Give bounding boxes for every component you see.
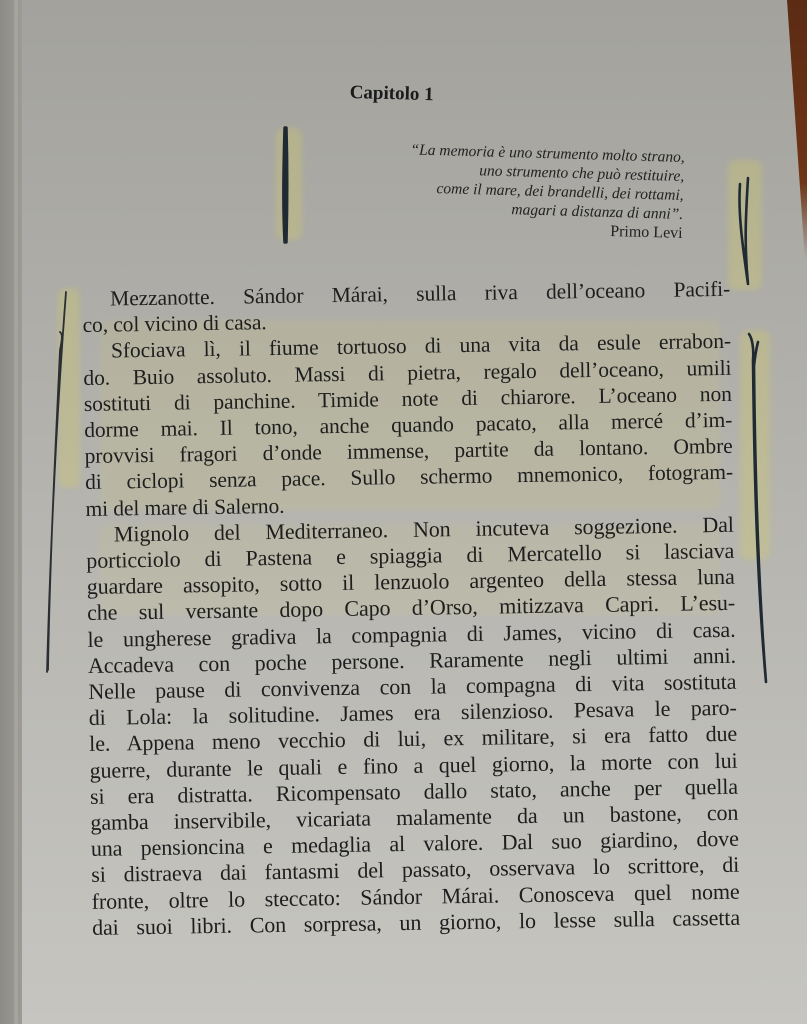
text-line: dorme mai. Il tono, anche quando pacato, alla mercé d’im- <box>84 407 733 442</box>
text-line: si distraeva dai fantasmi del passato, osservava lo scrittore, di <box>91 852 740 888</box>
epigraph-author: Primo Levi <box>609 222 683 242</box>
pen-margin-mark-right-top <box>732 172 762 290</box>
epigraph-line: magari a distanza di anni”. <box>511 201 684 223</box>
text-line: le. Appena meno vecchio di lui, ex militare, si era fatto due <box>88 721 738 757</box>
text-line: Nelle pause di convivenza con la compagna di vita sostituta <box>88 668 737 704</box>
text-line: do. Buio assoluto. Massi di pietra, regalo dell’oceano, umili <box>83 355 732 390</box>
text-line: di Lola: la solitudine. James era silenzioso. Pesava le paro- <box>88 695 737 731</box>
chapter-title: Capitolo 1 <box>349 82 434 106</box>
pen-margin-line-right <box>742 330 772 690</box>
text-line: provvisi fragori d’onde immense, partite da lontano. Ombre <box>84 434 733 469</box>
epigraph-line: uno strumento che può restituire, <box>478 162 685 185</box>
page-edge-fold <box>14 0 18 1024</box>
text-line: gamba inservibile, vicariata malamente da un bastone, con <box>90 799 739 835</box>
text-line: porticciolo di Pastena e spiaggia di Mercatello si lasciava <box>86 537 735 573</box>
text-line: Mezzanotte. Sándor Márai, sulla riva dell’oceano Pacifi- <box>110 276 731 311</box>
text-line: una pensioncina e medaglia al valore. Dal suo giardino, dove <box>90 826 739 862</box>
text-line: mi del mare di Salerno. <box>85 493 285 521</box>
text-line: guerre, durante le quali e fino a quel giorno, la morte con lui <box>89 747 738 783</box>
pen-margin-line-left <box>40 290 70 680</box>
text-line: le ungherese gradiva la compagnia di James, vicino di casa. <box>87 616 736 652</box>
text-line: guardare assopito, sotto il lenzuolo argenteo della stessa luna <box>86 564 735 600</box>
text-line: di ciclopi senza pace. Sullo schermo mnemonico, fotogram- <box>84 460 734 495</box>
text-line: co, col vicino di casa. <box>82 310 267 338</box>
text-line: che sul versante dopo Capo d’Orso, mitizzava Capri. L’esu- <box>86 590 736 626</box>
text-line: sostituti di panchine. Timide note di chiarore. L’oceano non <box>83 381 732 416</box>
page-gutter-shadow <box>0 0 22 1024</box>
text-line: Accadeva con poche persone. Raramente negli ultimi anni. <box>87 642 737 678</box>
chapter-body-text <box>82 276 740 941</box>
book-cover-edge <box>779 0 807 260</box>
epigraph-quote <box>327 138 685 243</box>
text-line: dai suoi libri. Con sorpresa, un giorno, lo lesse sulla cassetta <box>91 904 741 940</box>
text-line: Mignolo del Mediterraneo. Non incuteva soggezione. Dal <box>113 511 735 547</box>
text-line: fronte, oltre lo steccato: Sándor Márai. Conosceva quel nome <box>91 878 740 914</box>
text-line: Sfociava lì, il fiume tortuoso di una vita da esule errabon- <box>110 329 732 363</box>
text-line: si era distratta. Ricompensato dallo stato, anche per quella <box>89 773 739 809</box>
epigraph-line: “La memoria è uno strumento molto strano, <box>410 141 685 166</box>
pen-margin-line-epigraph <box>276 124 296 246</box>
epigraph-line: come il mare, dei brandelli, dei rottami, <box>436 180 684 204</box>
